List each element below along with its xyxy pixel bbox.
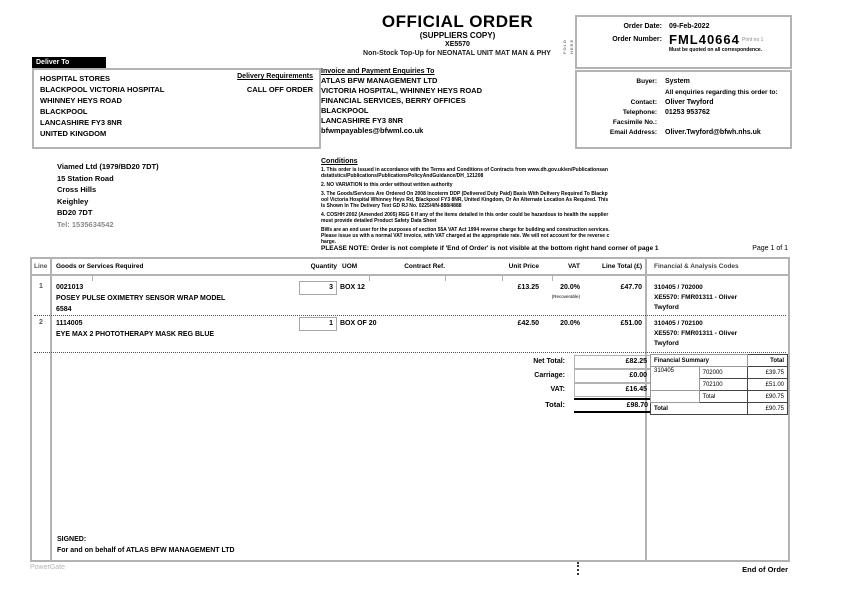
vat-total-label: VAT: (550, 386, 565, 393)
invoice-address-line: BLACKPOOL (321, 106, 369, 115)
conditions-heading: Conditions (321, 158, 358, 165)
buyer-contact-box (575, 70, 792, 149)
item-code: 1114005 (56, 320, 83, 327)
condition-item: 1. This order is issued in accordance with the Terms and Conditions of Contracts from www.dh.gov.uk/en/Publicationsandstatistics/Publications/PublicationsPolicyAndGuidance/DH_121208 (321, 167, 608, 180)
condition-item: 4. COSHH 2002 (Amended 2005) REG 6 If any of the items detailed in this order could be hazardous to health the supplier must provide detailed Product Safety Data Sheet (321, 211, 609, 224)
buyer-label: Buyer: (636, 78, 657, 85)
summary-total-label: Total (651, 403, 748, 415)
telephone-label: Telephone: (622, 109, 657, 116)
address-line: BLACKPOOL (40, 107, 88, 116)
fin-code: 310405 / 702100 (654, 320, 703, 327)
invoice-address-line: LANCASHIRE FY3 8NR (321, 116, 404, 125)
invoice-address-line: ATLAS BFW MANAGEMENT LTD (321, 76, 438, 85)
address-line: LANCASHIRE FY3 8NR (40, 118, 123, 127)
address-line: HOSPITAL STORES (40, 74, 111, 83)
col-header-quantity: Quantity (310, 263, 337, 270)
column-tick (502, 276, 503, 281)
financial-summary-total-header: Total (748, 355, 788, 367)
header-divider (32, 274, 788, 276)
row-line-number: 2 (39, 319, 43, 326)
fin-ref: XE5570: FMR01311 - Oliver Twyford (654, 294, 738, 311)
invoice-address-line: FINANCIAL SERVICES, BERRY OFFICES (321, 96, 466, 105)
net-total-value: £82.25 (574, 355, 651, 369)
deliver-to-address (40, 73, 164, 139)
col-header-line-total: Line Total (£) (602, 263, 642, 270)
uom-value: BOX OF 20 (340, 320, 377, 327)
col-header-unit-price: Unit Price (508, 263, 539, 270)
summary-code: 702100 (699, 379, 748, 391)
line-total-value: £47.70 (620, 284, 642, 291)
supplier-line: BD20 7DT (57, 208, 93, 217)
fin-codes-cell (654, 319, 762, 349)
supplier-line: 15 Station Road (57, 173, 114, 183)
row-goods (56, 282, 296, 315)
row-line-number: 1 (39, 283, 43, 290)
col-header-line: Line (34, 263, 48, 270)
col-header-goods: Goods or Services Required (56, 263, 144, 270)
item-description-2: 6584 (56, 306, 72, 313)
col-header-contract: Contract Ref. (404, 263, 445, 270)
delivery-requirements-label: Delivery Requirements (237, 73, 313, 80)
summary-subtotal-value: £90.75 (748, 391, 788, 403)
order-table (30, 257, 790, 562)
fin-ref: XE5570: FMR01311 - Oliver Twyford (654, 330, 738, 347)
row-goods (56, 318, 296, 340)
email-label: Email Address: (609, 129, 657, 136)
column-tick (369, 276, 370, 281)
col-header-vat: VAT (567, 263, 580, 270)
vat-total-value: £16.45 (574, 383, 651, 397)
column-tick (552, 276, 553, 281)
supplier-line: Cross Hills (57, 185, 97, 194)
please-note: PLEASE NOTE: Order is not complete if 'End of Order' is not visible at the bottom right hand corner of page 1 (321, 245, 659, 252)
end-of-order: End of Order (742, 565, 788, 574)
copy-type-label: (SUPPLIERS COPY) (419, 31, 496, 40)
row-separator (34, 352, 786, 353)
item-description: EYE MAX 2 PHOTOTHERAPY MASK REG BLUE (56, 331, 215, 338)
fin-code: 310405 / 702000 (654, 284, 703, 291)
order-number-box (575, 15, 792, 69)
page-title: OFFICIAL ORDER (381, 12, 534, 31)
supplier-line: Keighley (57, 196, 89, 206)
financial-summary (650, 354, 788, 415)
carriage-value: £0.00 (574, 369, 651, 383)
facsimile-label: Facsimile No.: (612, 119, 657, 126)
conditions-block (321, 158, 610, 248)
uom-value: BOX 12 (340, 284, 365, 291)
unit-price-value: £13.25 (517, 284, 539, 291)
signed-label: SIGNED: (57, 536, 87, 543)
summary-total-value: £90.75 (748, 403, 788, 415)
vat-value: 20.0% (560, 284, 580, 291)
column-tick (92, 276, 93, 281)
account-code: 310405 (651, 367, 700, 391)
address-line: WHINNEY HEYS ROAD (40, 96, 122, 105)
supplier-address (57, 161, 159, 230)
deliver-to-box (32, 68, 321, 149)
delivery-requirements-value: CALL OFF ORDER (246, 85, 313, 94)
condition-item: BWs are an end user for the purposes of section 55A VAT Act 1994 reverse charge for building and construction services. Please issue us with a normal VAT invoice, with VAT charged at the appropriate rate. We will not account for the reverse charge. (321, 226, 610, 246)
financial-summary-title: Financial Summary (651, 355, 748, 367)
fin-codes-cell (654, 283, 762, 313)
invoice-email: bfwmpayables@bfwml.co.uk (321, 126, 424, 135)
item-code: 0021013 (56, 284, 84, 291)
summary-subtotal-label: Total (699, 391, 748, 403)
col-header-uom: UOM (342, 263, 358, 270)
invoice-to-heading: Invoice and Payment Enquiries To (321, 68, 435, 75)
address-line: UNITED KINGDOM (40, 129, 107, 138)
order-description: Non-Stock Top-Up for NEONATAL UNIT MAT MAN & PHY (363, 50, 551, 57)
fold-mark-dotted (577, 562, 579, 575)
carriage-label: Carriage: (534, 372, 565, 379)
summary-value: £39.75 (748, 367, 788, 379)
order-number-label: Order Number: (612, 36, 662, 43)
unit-price-value: £42.50 (517, 320, 539, 327)
supplier-line: Viamed Ltd (1979/BD20 7DT) (57, 162, 159, 171)
address-line: BLACKPOOL VICTORIA HOSPITAL (40, 85, 165, 94)
telephone-value: 01253 953762 (665, 109, 710, 116)
enquiries-note: All enquiries regarding this order to: (665, 89, 778, 96)
grand-total-label: Total: (545, 400, 565, 409)
contact-value: Oliver Twyford (665, 99, 714, 106)
invoice-to-block (321, 68, 571, 136)
line-total-value: £51.00 (620, 320, 642, 327)
print-release-note: Print no 1 (742, 37, 764, 43)
column-tick (445, 276, 446, 281)
item-description: POSEY PULSE OXIMETRY SENSOR WRAP MODEL (56, 295, 226, 302)
vat-note: (Recoverable) (551, 294, 580, 299)
order-date-label: Order Date: (623, 23, 662, 30)
col-header-fin-codes: Financial & Analysis Codes (654, 263, 739, 270)
condition-item: 2. NO VARIATION to this order without written authority (321, 181, 453, 188)
invoice-address-line: VICTORIA HOSPITAL, WHINNEY HEYS ROAD (321, 86, 482, 95)
condition-item: 3. The Goods/Services Are Ordered On 2008 Incoterm DDP (Delivered Duty Paid) Basis With Delivery Required To Blackpool Victoria Hospital Whinney Heys Rd, Blackpool FY3 8NR, United Kingdom, Or An Alternate Location As Required. This Is Shown In The Delivery Text GD RJ No. 0225/4/N-888/4888 (321, 190, 609, 210)
fold-mark-label: FOLD (562, 39, 567, 54)
row-separator (34, 315, 786, 316)
quantity-value: 1 (299, 317, 337, 331)
order-number-note: Must be quoted on all correspondence. (669, 47, 763, 53)
buyer-value: System (665, 78, 690, 85)
email-value: Oliver.Twyford@bfwh.nhs.uk (665, 129, 761, 136)
quantity-value: 3 (299, 281, 337, 295)
summary-value: £51.00 (748, 379, 788, 391)
fold-mark-label-2: HERE (569, 38, 574, 54)
order-date-value: 09-Feb-2022 (669, 23, 710, 30)
footer-brand: PowerGate (30, 564, 66, 571)
signed-behalf: For and on behalf of ATLAS BFW MANAGEMENT LTD (57, 547, 235, 554)
net-total-label: Net Total: (533, 358, 565, 365)
page-info: Page 1 of 1 (752, 245, 788, 252)
supplier-telephone: Tel: 1535634542 (57, 219, 114, 229)
grand-total-value: £98.70 (574, 398, 651, 413)
order-number-value: FML40664 (669, 32, 740, 47)
summary-code: 702000 (699, 367, 748, 379)
department-code: XE5570 (445, 41, 470, 48)
line-column-divider (50, 259, 52, 560)
deliver-to-tab: Deliver To (32, 57, 106, 68)
vat-value: 20.0% (560, 320, 580, 327)
contact-label: Contact: (630, 99, 657, 106)
